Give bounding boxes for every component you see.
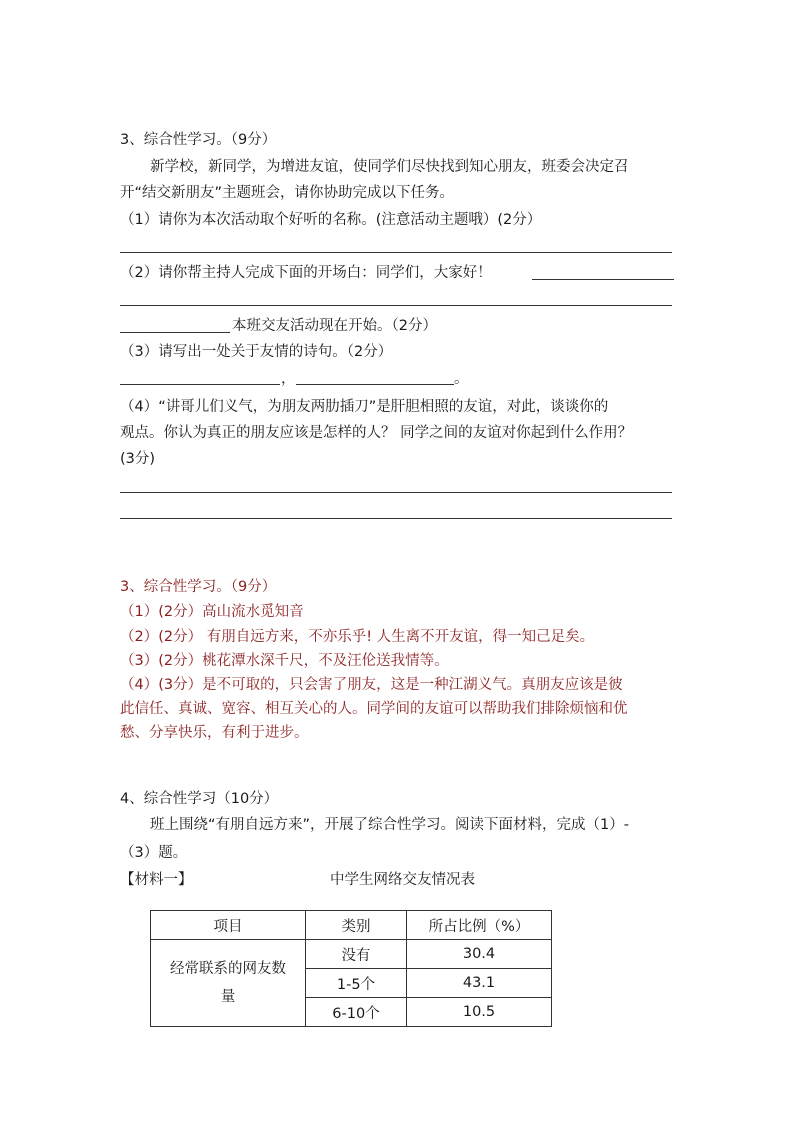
table-row (151, 940, 552, 969)
header-item: 项目 (151, 911, 306, 940)
answer-3: （3）(2分）桃花潭水深千尺，不及汪伦送我情等。 (120, 653, 449, 669)
q3-intro-line2: 开“结交新朋友”主题班会，请你协助完成以下任务。 (120, 185, 455, 201)
item-name-line2: 量 (220, 989, 236, 1005)
answer-line[interactable] (120, 518, 672, 519)
answer-line[interactable] (120, 384, 280, 385)
q3-item4-line2: 观点。你认为真正的朋友应该是怎样的人？ 同学之间的友谊对你起到什么作用？ (120, 425, 633, 441)
table-header-row (151, 911, 552, 940)
data-table (150, 910, 552, 1027)
q4-title: 4、综合性学习（10分） (120, 791, 279, 807)
q3-item3: （3）请写出一处关于友情的诗句。（2分） (120, 344, 393, 360)
answer-line[interactable] (532, 279, 674, 280)
answer-line[interactable] (120, 492, 672, 493)
q3-item2-end: 本班交友活动现在开始。（2分） (232, 318, 437, 334)
answer-2: （2）(2分） 有朋自远方来，不亦乐乎! 人生离不开友谊，得一知己足矣。 (120, 629, 595, 645)
percent-cell: 43.1 (407, 969, 552, 998)
answer-line[interactable] (296, 384, 454, 385)
q3-intro-line1: 新学校，新同学，为增进友谊，使同学们尽快找到知心朋友，班委会决定召 (150, 159, 629, 175)
answer-line[interactable] (120, 252, 672, 253)
answers-title: 3、综合性学习。（9分） (120, 579, 277, 595)
item-name-line1: 经常联系的网友数 (170, 961, 286, 977)
answer-4-line1: （4）(3分）是不可取的，只会害了朋友，这是一种江湖义气。真朋友应该是彼 (120, 677, 623, 693)
answer-1: （1）(2分）高山流水觅知音 (120, 604, 304, 620)
q4-intro-line2: （3）题。 (120, 845, 188, 861)
q3-item4-line1: （4）“讲哥儿们义气，为朋友两肋插刀”是肝胆相照的友谊，对此，谈谈你的 (120, 399, 609, 415)
table-title: 中学生网络交友情况表 (330, 872, 475, 888)
q3-item4-line3: (3分) (120, 451, 156, 467)
header-category: 类别 (306, 911, 407, 940)
q3-item2: （2）请你帮主持人完成下面的开场白：同学们，大家好！ (120, 265, 492, 281)
percent-cell: 10.5 (407, 998, 552, 1027)
material-label: 【材料一】 (120, 872, 193, 888)
q3-title: 3、综合性学习。（9分） (120, 132, 277, 148)
answer-line[interactable] (120, 332, 230, 333)
item-name-cell (151, 940, 306, 1027)
q3-item1: （1）请你为本次活动取个好听的名称。(注意活动主题哦）(2分） (120, 212, 542, 228)
percent-cell: 30.4 (407, 940, 552, 969)
answer-line[interactable] (120, 305, 672, 306)
q4-intro-line1: 班上围绕“有朋自远方来”，开展了综合性学习。阅读下面材料，完成（1）- (150, 817, 629, 833)
header-percent: 所占比例（%） (407, 911, 552, 940)
category-cell: 没有 (306, 940, 407, 969)
category-cell: 6-10个 (306, 998, 407, 1027)
answer-4-line2: 此信任、真诚、宽容、相互关心的人。同学间的友谊可以帮助我们排除烦恼和优 (120, 701, 628, 717)
category-cell: 1-5个 (306, 969, 407, 998)
period: 。 (454, 371, 469, 387)
comma: ， (281, 371, 296, 387)
answer-4-line3: 愁、分享快乐，有利于进步。 (120, 725, 309, 741)
